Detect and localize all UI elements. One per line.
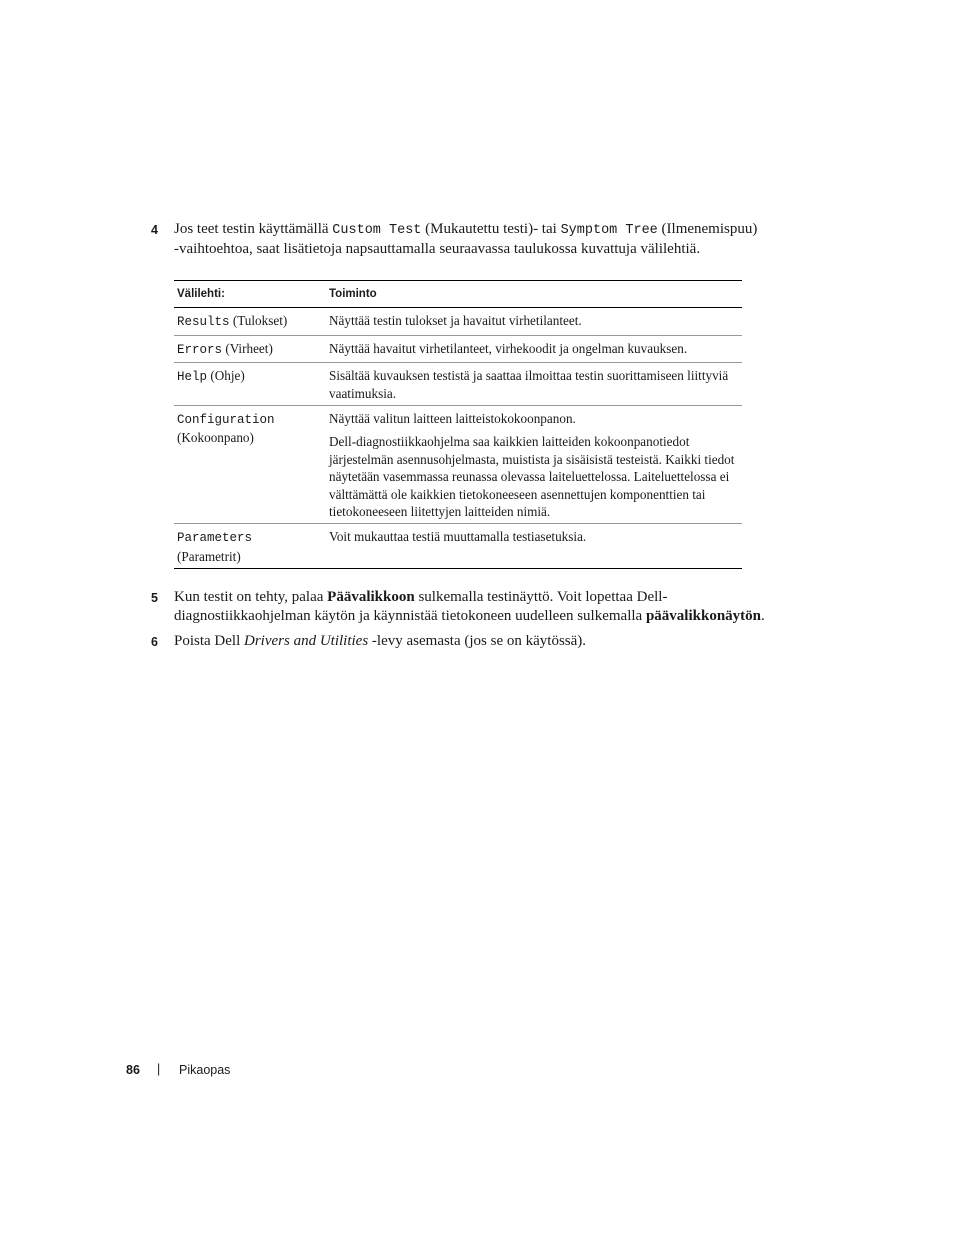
step-4-line-1 — [174, 220, 819, 240]
table-row — [174, 363, 742, 406]
table-row — [174, 335, 742, 362]
text-run: (Ilmenemispuu) — [657, 221, 758, 237]
text-run: sulkemalla testinäyttö. Voit lopettaa Dell- — [414, 589, 668, 605]
text-run: (Mukautettu testi)- tai — [421, 221, 561, 237]
function-paragraph: Näyttää valitun laitteen laitteistokokoonpanon. — [329, 411, 576, 427]
step-text — [174, 588, 819, 626]
tab-label: (Tulokset) — [229, 313, 288, 329]
table-row — [174, 406, 742, 524]
function-cell — [326, 406, 742, 524]
text-run: . — [761, 608, 765, 624]
tab-code: Results — [177, 315, 230, 330]
main-menu-screen-term: päävalikkonäytön — [645, 608, 761, 624]
function-cell: Voit mukauttaa testiä muuttamalla testiasetuksia. — [326, 524, 742, 569]
text-run: Jos teet testin käyttämällä — [174, 221, 333, 237]
step-5-line-1 — [174, 588, 819, 607]
tab-code: Parameters — [177, 531, 253, 546]
tab-name-cell — [174, 335, 326, 362]
text-run: Poista Dell — [174, 633, 244, 649]
table-row — [174, 524, 742, 569]
tab-label: (Kokoonpano) — [177, 430, 254, 446]
tab-name-cell — [174, 308, 326, 335]
step-number: 4 — [151, 223, 158, 237]
main-menu-term: Päävalikkoon — [327, 589, 415, 605]
tab-code: Errors — [177, 342, 223, 357]
footer-separator: | — [157, 1062, 161, 1076]
step-text — [174, 632, 819, 651]
column-header-function: Toiminto — [326, 281, 742, 308]
symptom-tree-option: Symptom Tree — [560, 223, 658, 238]
function-cell: Näyttää havaitut virhetilanteet, virhekoodit ja ongelman kuvauksen. — [326, 335, 742, 362]
text-run: -levy asemasta (jos se on käytössä). — [368, 633, 587, 649]
page-number: 86 — [126, 1063, 140, 1077]
custom-test-option: Custom Test — [332, 223, 422, 238]
function-paragraph: Dell-diagnostiikkaohjelma saa kaikkien laitteiden kokoonpanotiedot järjestelmän asennusohjelmasta, muistista ja sisäisistä testeistä. Kaikki tiedot näytetään vasemmassa reunassa olevassa laiteluettelossa. Laiteluettelossa ei välttämättä ole kaikkien tietokoneeseen asennettujen komponenttien tai tietokoneeseen liitettyjen laitteiden nimiä. — [329, 434, 735, 520]
table-header-row — [174, 281, 742, 308]
step-number: 5 — [151, 591, 158, 605]
tab-label: (Parametrit) — [177, 548, 241, 564]
media-name: Drivers and Utilities — [244, 633, 369, 649]
tab-label: (Ohje) — [207, 368, 245, 384]
text-run: Kun testit on tehty, palaa — [174, 589, 328, 605]
step-5-line-2 — [174, 607, 819, 626]
tab-description-table — [174, 280, 742, 569]
step-text — [174, 220, 819, 259]
tab-name-cell — [174, 524, 326, 569]
tab-code: Configuration — [177, 413, 275, 428]
function-cell: Sisältää kuvauksen testistä ja saattaa ilmoittaa testin suorittamiseen liittyviä vaatimuksia. — [326, 363, 742, 406]
table-row — [174, 308, 742, 335]
column-header-tab: Välilehti: — [174, 281, 326, 308]
tab-name-cell — [174, 363, 326, 406]
step-6-line-1 — [174, 632, 819, 651]
step-number: 6 — [151, 635, 158, 649]
step-4-line-2: -vaihtoehtoa, saat lisätietoja napsauttamalla seuraavassa taulukossa kuvattuja välilehtiä. — [174, 241, 701, 257]
section-title: Pikaopas — [179, 1063, 231, 1077]
function-cell: Näyttää testin tulokset ja havaitut virhetilanteet. — [326, 308, 742, 335]
text-run: diagnostiikkaohjelman käytön ja käynnistää tietokoneen uudelleen sulkemalla — [174, 608, 646, 624]
tab-label: (Virheet) — [222, 340, 273, 356]
tab-code: Help — [177, 370, 208, 385]
tab-name-cell — [174, 406, 326, 524]
